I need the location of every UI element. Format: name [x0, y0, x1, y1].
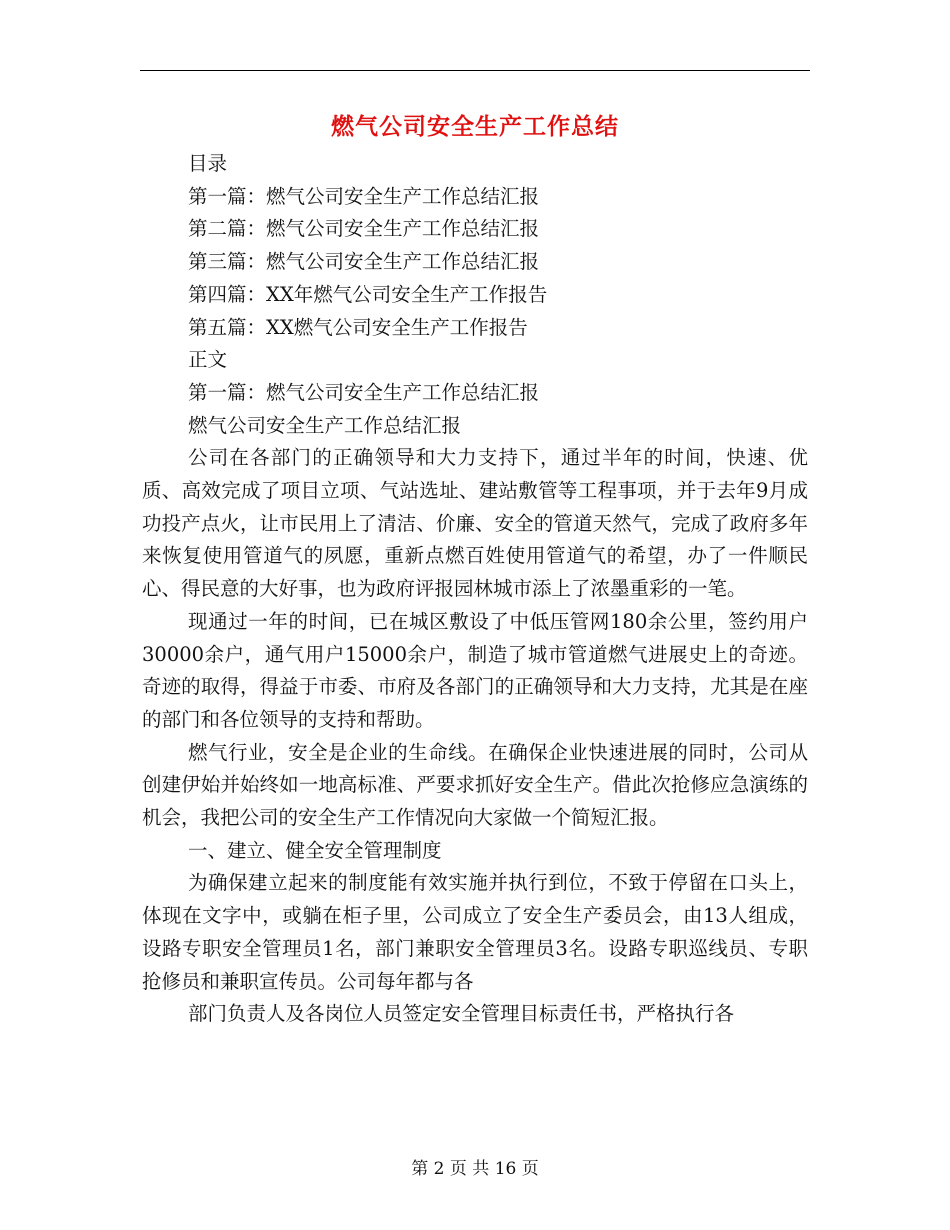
document-title: 燃气公司安全生产工作总结 [331, 113, 619, 140]
header-rule [140, 70, 810, 71]
paragraph: 现通过一年的时间，已在城区敷设了中低压管网180余公里，签约用户30000余户，通气用户15000余户，制造了城市管道燃气进展史上的奇迹。奇迹的取得，得益于市委、市府及各部门的正确领导和大力支持，尤其是在座的部门和各位领导的支持和帮助。 [142, 609, 808, 731]
document-body [142, 148, 808, 1031]
toc-item-5: 第五篇：XX燃气公司安全生产工作报告 [188, 315, 528, 339]
body-heading: 正文 [188, 348, 228, 372]
paragraph: 为确保建立起来的制度能有效实施并执行到位，不致于停留在口头上，体现在文字中，或躺在柜子里，公司成立了安全生产委员会，由13人组成，设路专职安全管理员1名，部门兼职安全管理员3名。设路专职巡线员、专职抢修员和兼职宣传员。公司每年都与各 [142, 871, 808, 993]
subsection-heading: 一、建立、健全安全管理制度 [188, 838, 442, 862]
paragraph: 燃气行业，安全是企业的生命线。在确保企业快速进展的同时，公司从创建伊始并始终如一地高标准、严要求抓好安全生产。借此次抢修应急演练的机会，我把公司的安全生产工作情况向大家做一个简短汇报。 [142, 740, 808, 830]
toc-item-3: 第三篇：燃气公司安全生产工作总结汇报 [188, 250, 540, 274]
toc-heading: 目录 [188, 152, 228, 175]
page-number: 第 2 页 共 16 页 [411, 1159, 539, 1179]
chapter-title: 第一篇：燃气公司安全生产工作总结汇报 [188, 380, 540, 404]
paragraph: 部门负责人及各岗位人员签定安全管理目标责任书，严格执行各 [188, 1002, 735, 1026]
section-title: 燃气公司安全生产工作总结汇报 [188, 413, 462, 437]
toc-item-4: 第四篇：XX年燃气公司安全生产工作报告 [188, 282, 548, 306]
toc-item-1: 第一篇：燃气公司安全生产工作总结汇报 [188, 184, 540, 208]
paragraph: 公司在各部门的正确领导和大力支持下，通过半年的时间，快速、优质、高效完成了项目立项、气站选址、建站敷管等工程事项，并于去年9月成功投产点火，让市民用上了清洁、价廉、安全的管道天然气，完成了政府多年来恢复使用管道气的夙愿，重新点燃百姓使用管道气的希望，办了一件顺民心、得民意的大好事，也为政府评报园林城市添上了浓墨重彩的一笔。 [142, 446, 808, 601]
toc-item-2: 第二篇：燃气公司安全生产工作总结汇报 [188, 217, 540, 241]
